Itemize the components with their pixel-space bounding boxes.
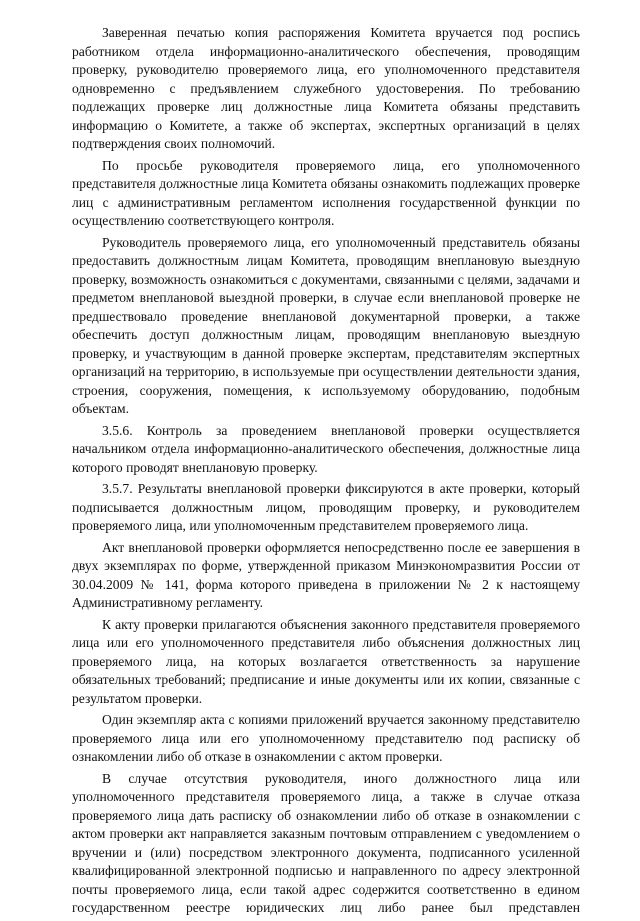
paragraph-act-copy-delivery: Один экземпляр акта с копиями приложений вручается законному представителю проверяемого лица или его уполномоченному представителю под расписку об ознакомлении либо об отказе в ознакомлении с актом проверки. (72, 712, 580, 764)
paragraph-act-form: Акт внеплановой проверки оформляется непосредственно после ее завершения в двух экземплярах по форме, утвержденной приказом Минэкономразвития России от 30.04.2009 № 141, форма которого приведена в приложении № 2 к настоящему Административному регламенту. (72, 539, 580, 610)
paragraph-act-attachments: К акту проверки прилагаются объяснения законного представителя проверяемого лица или его уполномоченного представителя либо объяснения должностных лиц проверяемого лица, на которых возлагается ответственность за нарушение обязательных требований; предписание и иные документы или их копии, связанные с результатом проверки. (72, 616, 580, 706)
paragraph-copy-handover: Заверенная печатью копия распоряжения Комитета вручается под роспись работником отдела информационно-аналитического обеспечения, проводящим проверку, руководителю проверяемого лица, его уполномоченного представителя одновременно с предъявлением служебного удостоверения. По требованию подлежащих проверке лиц должностные лица Комитета обязаны представить информацию о Комитете, а также об экспертах, экспертных организаций в целях подтверждения своих полномочий. (72, 25, 580, 151)
paragraph-3-5-6-control: 3.5.6. Контроль за проведением внеплановой проверки осуществляется начальником отдела информационно-аналитического обеспечения, должностные лица которого проводят внеплановую проверку. (72, 422, 580, 475)
paragraph-access-obligations: Руководитель проверяемого лица, его уполномоченный представитель обязаны предоставить должностным лицам Комитета, проводящим внеплановую выездную проверку, возможность ознакомиться с документами, связанными с целями, задачами и предметом внеплановой выездной проверки, в случае если внеплановой проверке не предшествовало проведение внеплановой документарной проверки, а также обеспечить доступ должностным лицам, проводящим внеплановую выездную проверку, и участвующим в данной проверке экспертам, представителям экспертных организаций на территорию, в используемые при осуществлении деятельности здания, строения, сооружения, помещения, к используемому оборудованию, подобным объектам. (72, 234, 580, 416)
paragraph-3-5-7-results: 3.5.7. Результаты внеплановой проверки фиксируются в акте проверки, который подписывается должностным лицом, проводящим проверку, и руководителем проверяемого лица, или уполномоченным представителем проверяемого лица. (72, 481, 580, 533)
paragraph-regulation-familiarization: По просьбе руководителя проверяемого лица, его уполномоченного представителя должностные лица Комитета обязаны ознакомить подлежащих проверке лиц с административным регламентом исполнения государственной функции по осуществлению соответствующего контроля. (72, 157, 580, 228)
document-page (72, 24, 580, 921)
paragraph-absence-case: В случае отсутствия руководителя, иного должностного лица или уполномоченного представителя проверяемого лица, а также в случае отказа проверяемого лица дать расписку об ознакомлении либо об отказе в ознакомлении с актом проверки акт направляется заказным почтовым отправлением с уведомлением о вручении и (или) посредством электронного документа, подписанного усиленной квалифицированной электронной подписью и направленного по адресу электронной почты проверяемого лица, если такой адрес содержится соответственно в едином государственном реестре юридических лиц либо ранее был представлен (72, 770, 580, 915)
